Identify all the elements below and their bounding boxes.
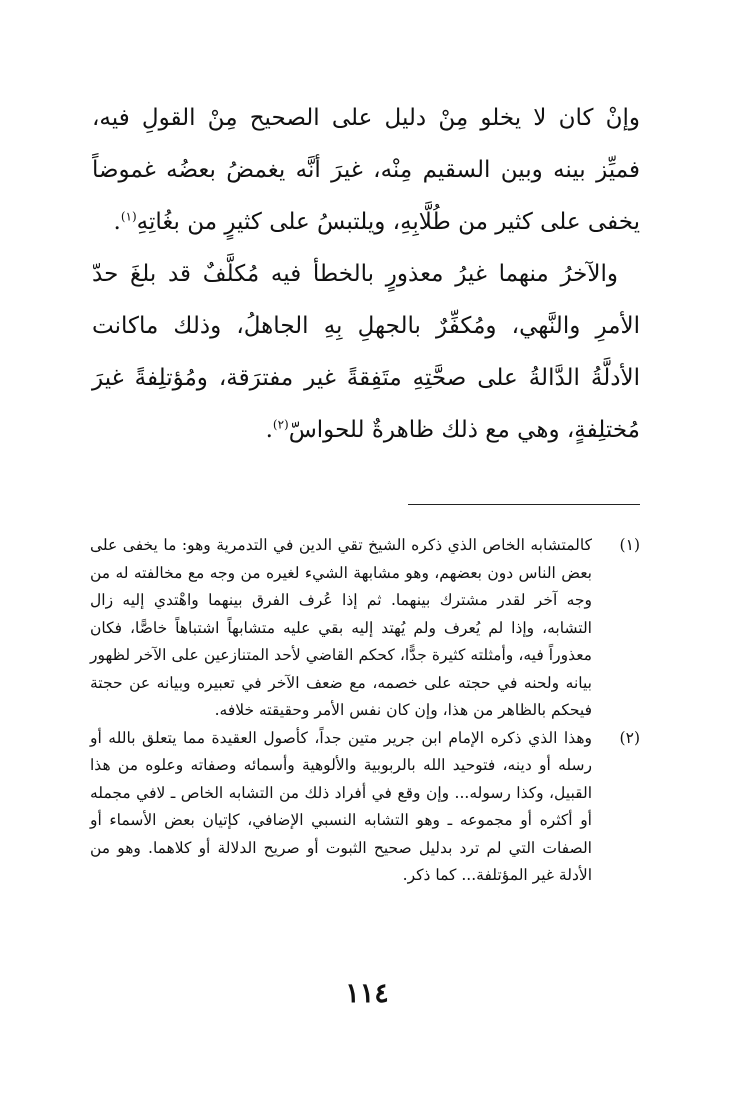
paragraph-2 bbox=[92, 248, 640, 456]
footnote-divider bbox=[408, 504, 640, 505]
footnote-ref-1: (١) bbox=[120, 209, 137, 224]
paragraph-2-text: والآخرُ منهما غيرُ معذورٍ بالخطأ فيه مُكلَّفٌ قد بلغَ حدّ الأمرِ والنَّهي، ومُكفِّرٌ بالجهلِ بِهِ الجاهلُ، وذلك ماكانت الأدلَّةُ الدَّالةُ على صحَّتِهِ متَفِقةً غير مفترَقة، ومُؤتلِفةً غيرَ مُختلِفةٍ، وهي مع ذلك ظاهرةٌ للحواسّ bbox=[92, 261, 640, 443]
footnote-2-number: (٢) bbox=[619, 728, 640, 747]
page-number: ١١٤ bbox=[345, 978, 389, 1009]
footnote-1 bbox=[90, 532, 640, 725]
paragraph-1 bbox=[92, 92, 640, 248]
footnote-ref-2: (٢) bbox=[272, 417, 289, 432]
paragraph-2-end: . bbox=[265, 417, 273, 443]
paragraph-1-text: وإنْ كان لا يخلو مِنْ دليل على الصحيح مِنْ القولِ فيه، فميِّز بينه وبين السقيم مِنْه، غيرَ أنَّه يغمضُ بعضُه غموضاً يخفى على كثير من طُلَّابِهِ، ويلتبسُ على كثيرٍ من بغُاتِهِ bbox=[92, 105, 641, 235]
footnotes bbox=[90, 532, 640, 890]
footnote-2-text: وهذا الذي ذكره الإمام ابن جرير متين جداً، كأصول العقيدة مما يتعلق بالله أو رسله أو دينه، فتوحيد الله بالربوبية والألوهية وأسمائه وصفاته وعلوه من هذا القبيل، وكذا رسوله... وإن وقع في أفراد ذلك من التشابه الخاص ـ لافي مجمله أو أكثره أو مجموعه ـ وهو التشابه النسبي الإضافي، كإتيان بعض الأسماء أو الصفات التي لم ترد بدليل صحيح الثبوت أو صريح الدلالة أو كلاهما. وهو من الأدلة غير المؤتلفة... كما ذكر. bbox=[90, 728, 592, 884]
footnote-1-text: كالمتشابه الخاص الذي ذكره الشيخ تقي الدين في التدمرية وهو: ما يخفى على بعض الناس دون بعضهم، وهو مشابهة الشيء لغيره من وجه مع مخالفته له من وجه آخر لقدر مشترك بينهما. ثم إذا عُرف الفرق بينهما واهْتدي إليه زال التشابه، وإذا لم يُعرف ولم يُهتد إليه بقي عليه متشابهاً اشتباهاً خاصًّا، فكان معذوراً فيه، وأمثلته كثيرة جدًّا، كحكم القاضي لأحد المتنازعين على الآخر لظهور بيانه ولحنه في حجته على خصمه، مع ضعف الآخر في تعبيره وبيانه عن حجتة فيحكم بالظاهر من هذا، وإن كان نفس الأمر وحقيقته خلافه. bbox=[90, 536, 592, 719]
footnote-1-number: (١) bbox=[619, 536, 640, 554]
footnote-2 bbox=[90, 725, 640, 890]
paragraph-1-end: . bbox=[113, 209, 121, 235]
main-text bbox=[92, 92, 640, 456]
